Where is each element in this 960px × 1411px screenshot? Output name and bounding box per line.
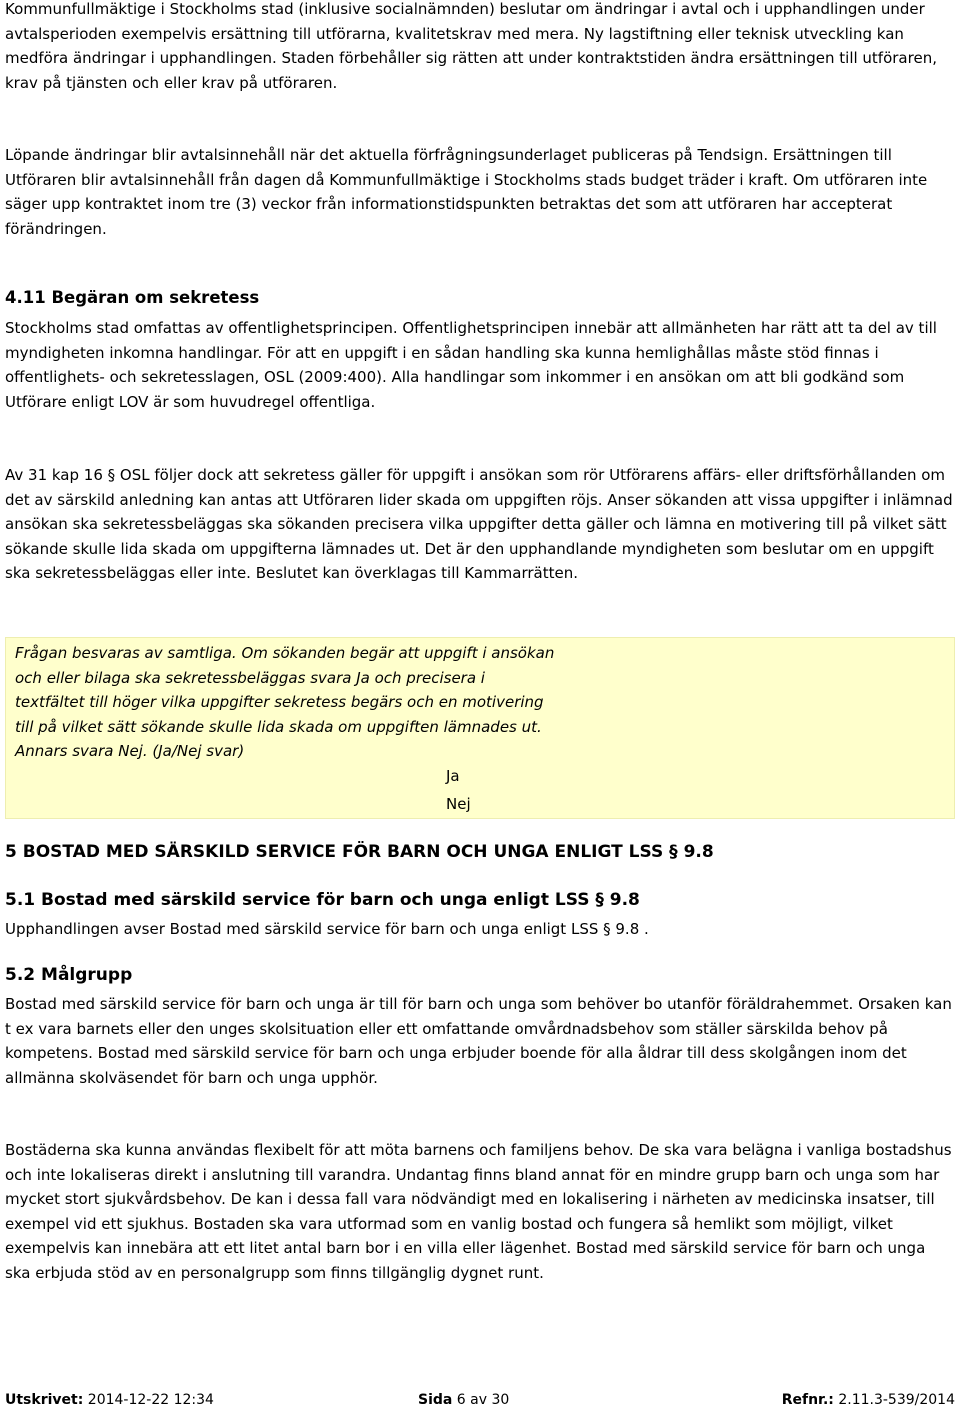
printed-label: Utskrivet: [5, 1392, 84, 1408]
paragraph-ongoing-changes: Löpande ändringar blir avtalsinnehåll när det aktuella förfrågningsunderlaget publiceras på Tendsign. Ersättningen till Utföraren blir avtalsinnehåll från dagen då Kommunfullmäktige i Stockholms stads budget träder i kraft. Om utföraren inte säger upp kontraktet inom tre (3) veckor från informationstidspunkten betraktas det som att utföraren har accepterat förändringen. [5, 146, 928, 238]
printed-value: 2014-12-22 12:34 [87, 1392, 214, 1408]
question-box [5, 637, 955, 819]
paragraph-contract-changes: Kommunfullmäktige i Stockholms stad (inklusive socialnämnden) beslutar om ändringar i avtal och i upphandlingen under avtalsperioden exempelvis ersättning till utförarna, kvalitetskrav med mera. Ny lagstiftning eller teknisk utveckling kan medföra ändringar i upphandlingen. Staden förbehåller sig rätten att under kontraktstiden ändra ersättningen till utföraren, krav på tjänsten och eller krav på utföraren. [5, 0, 937, 92]
heading-5-2: 5.2 Målgrupp [5, 965, 133, 985]
ref-label: Refnr.: [781, 1392, 834, 1408]
paragraph-public-access: Stockholms stad omfattas av offentlighetsprincipen. Offentlighetsprincipen innebär att allmänheten har rätt att ta del av till myndigheten inkomna handlingar. För att en uppgift i en sådan handling ska kunna hemlighållas måste stöd finnas i offentlighets- och sekretesslagen, OSL (2009:400). Alla handlingar som inkommer i en ansökan om att bli godkänd som Utförare enligt LOV är som huvudregel offentliga. [5, 319, 937, 411]
question-text: Frågan besvaras av samtliga. Om sökanden begär att uppgift i ansökan och eller bilaga ska sekretessbeläggas svara Ja och precisera i textfältet till höger vilka uppgifter sekretess begärs och en motivering till på vilket sätt sökande skulle lida skada om uppgiften lämnades ut. Annars svara Nej. (Ja/Nej svar) [15, 644, 555, 761]
reference-info [782, 1392, 955, 1408]
printed-info [5, 1392, 214, 1408]
paragraph-target-group: Bostad med särskild service för barn och unga är till för barn och unga som behöver bo utanför föräldrahemmet. Orsaken kan t ex vara barnets eller den unges skolsituation eller ett omfattande omvårdnadsbehov som ställer särskilda behov på kompetens. Bostad med särskild service för barn och unga erbjuder boende för alla åldrar till dess skolgången inom det allmänna skolväsendet för barn och unga upphör. [5, 995, 952, 1087]
heading-5: 5 BOSTAD MED SÄRSKILD SERVICE FÖR BARN OCH UNGA ENLIGT LSS § 9.8 [5, 842, 714, 862]
heading-5-1: 5.1 Bostad med särskild service för barn och unga enligt LSS § 9.8 [5, 890, 640, 910]
paragraph-housing-requirements: Bostäderna ska kunna användas flexibelt för att möta barnens och familjens behov. De ska vara belägna i vanliga bostadshus och inte lokaliseras direkt i anslutning till varandra. Undantag finns bland annat för en mindre grupp barn och unga som har mycket stort sjukvårdsbehov. De kan i dessa fall vara nödvändigt med en lokalisering i närheten av medicinska insatser, till exempel vid ett sjukhus. Bostaden ska vara utformad som en vanlig bostad och fungera så hemlikt som möjligt, vilket exempelvis kan innebära att ett litet antal barn bor i en villa eller lägenhet. Bostad med särskild service för barn och unga ska erbjuda stöd av en personalgrupp som finns tillgänglig dygnet runt. [5, 1141, 952, 1282]
page-label-word: Sida [418, 1392, 453, 1408]
page-number-text: Sida 6 av 30 [418, 1392, 510, 1408]
ref-value: 2.11.3-539/2014 [838, 1392, 955, 1408]
heading-4-11: 4.11 Begäran om sekretess [5, 288, 260, 307]
option-no[interactable]: Nej [446, 795, 471, 813]
paragraph-procurement-scope: Upphandlingen avser Bostad med särskild service för barn och unga enligt LSS § 9.8 . [5, 920, 649, 938]
paragraph-secrecy-rules: Av 31 kap 16 § OSL följer dock att sekretess gäller för uppgift i ansökan som rör Utförarens affärs- eller driftsförhållanden om det av särskild anledning kan antas att Utföraren lider skada om uppgiften röjs. Anser sökanden att vissa uppgifter i inlämnad ansökan ska sekretessbeläggas ska sökanden precisera vilka uppgifter detta gäller och lämna en motivering till på vilket sätt sökande skulle lida skada om uppgifterna lämnades ut. Det är den upphandlande myndigheten som beslutar om en uppgift ska sekretessbeläggas eller inte. Beslutet kan överklagas till Kammarrätten. [5, 466, 953, 583]
option-yes[interactable]: Ja [446, 767, 460, 785]
page-number [418, 1392, 509, 1408]
